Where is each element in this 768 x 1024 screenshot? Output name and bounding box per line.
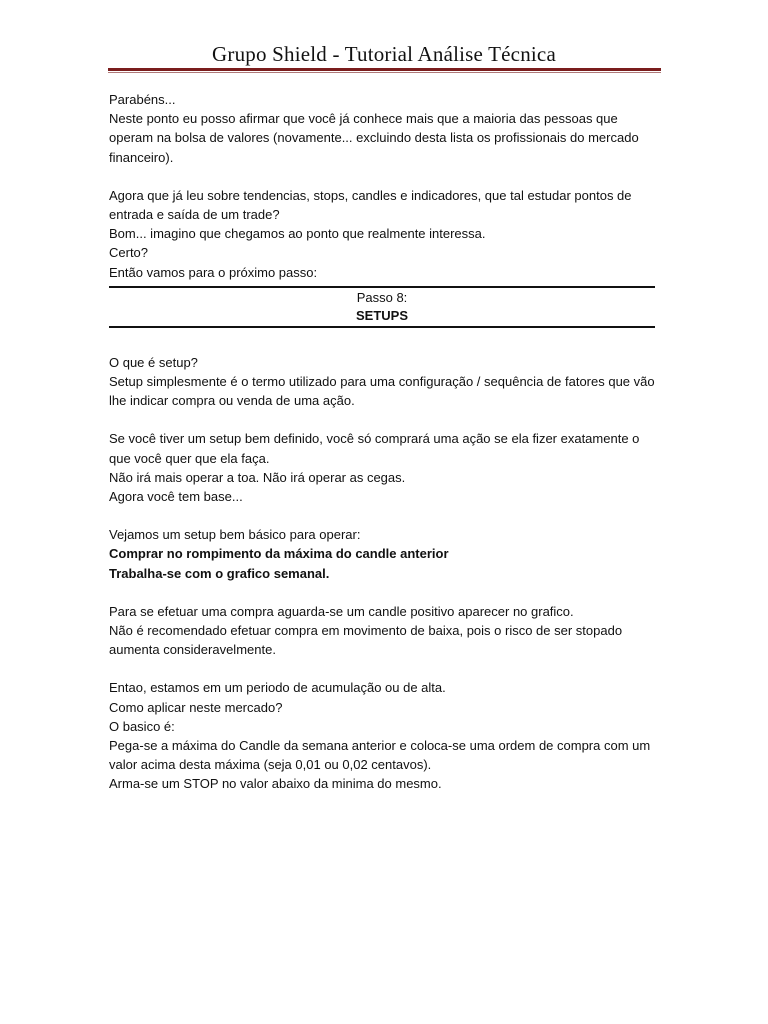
paragraph-line: Então vamos para o próximo passo:	[109, 264, 318, 280]
paragraph-line: aumenta consideravelmente.	[109, 642, 276, 658]
apply-paragraph	[109, 678, 657, 793]
paragraph-line: entrada e saída de um trade?	[109, 207, 280, 223]
header-divider-thin	[108, 72, 661, 73]
step-title: SETUPS	[355, 307, 408, 323]
paragraph-line: Bom... imagino que chegamos ao ponto que realmente interessa.	[109, 226, 486, 242]
paragraph-line: Certo?	[109, 245, 149, 261]
paragraph-line: Neste ponto eu posso afirmar que você já conhece mais que a maioria das pessoas que	[109, 111, 618, 127]
paragraph-line: Parabéns...	[109, 92, 176, 107]
spacer	[109, 506, 657, 525]
paragraph-line: O basico é:	[109, 718, 175, 734]
spacer	[109, 410, 657, 429]
paragraph-line: valor acima desta máxima (seja 0,01 ou 0,02 centavos).	[109, 757, 432, 773]
paragraph-line: Vejamos um setup bem básico para operar:	[109, 527, 361, 543]
paragraph-line: Agora que já leu sobre tendencias, stops, candles e indicadores, que tal estudar pontos de	[109, 187, 632, 203]
intro-paragraph	[109, 90, 657, 167]
step-label: Passo 8:	[356, 289, 408, 305]
header-divider	[108, 68, 661, 71]
setup-rule-bold: Comprar no rompimento da máxima do candle anterior	[109, 546, 449, 562]
paragraph-line: Se você tiver um setup bem definido, você só comprará uma ação se ela fizer exatamente o	[109, 431, 640, 447]
paragraph-line: financeiro).	[109, 149, 174, 165]
paragraph-line: O que é setup?	[109, 354, 198, 370]
page-header-title: Grupo Shield - Tutorial Análise Técnica	[212, 42, 556, 66]
buy-paragraph	[109, 602, 657, 660]
paragraph-line: Para se efetuar uma compra aguarda-se um candle positivo aparecer no grafico.	[109, 603, 574, 619]
step-heading-box	[109, 286, 655, 328]
paragraph-line: Não irá mais operar a toa. Não irá operar as cegas.	[109, 469, 406, 485]
paragraph-line: Como aplicar neste mercado?	[109, 699, 283, 715]
spacer	[109, 328, 657, 347]
paragraph-line: Agora você tem base...	[109, 489, 243, 505]
document-body	[109, 90, 657, 794]
paragraph-line: Setup simplesmente é o termo utilizado para uma configuração / sequência de fatores que vão	[109, 374, 655, 390]
next-step-paragraph	[109, 186, 657, 282]
spacer	[109, 583, 657, 602]
paragraph-line: que você quer que ela faça.	[109, 450, 270, 466]
paragraph-line: Pega-se a máxima do Candle da semana anterior e coloca-se uma ordem de compra com um	[109, 738, 651, 754]
spacer	[109, 167, 657, 186]
paragraph-line: Entao, estamos em um periodo de acumulação ou de alta.	[109, 680, 446, 696]
defined-setup-paragraph	[109, 429, 657, 506]
paragraph-line: Não é recomendado efetuar compra em movimento de baixa, pois o risco de ser stopado	[109, 623, 623, 639]
paragraph-line: lhe indicar compra ou venda de uma ação.	[109, 393, 355, 409]
what-is-setup-paragraph	[109, 353, 657, 411]
spacer	[109, 659, 657, 678]
setup-rule-bold: Trabalha-se com o grafico semanal.	[109, 565, 330, 581]
paragraph-line: operam na bolsa de valores (novamente... excluindo desta lista os profissionais do mercado	[109, 130, 639, 146]
paragraph-line: Arma-se um STOP no valor abaixo da minima do mesmo.	[109, 776, 442, 792]
basic-setup-paragraph	[109, 525, 657, 583]
